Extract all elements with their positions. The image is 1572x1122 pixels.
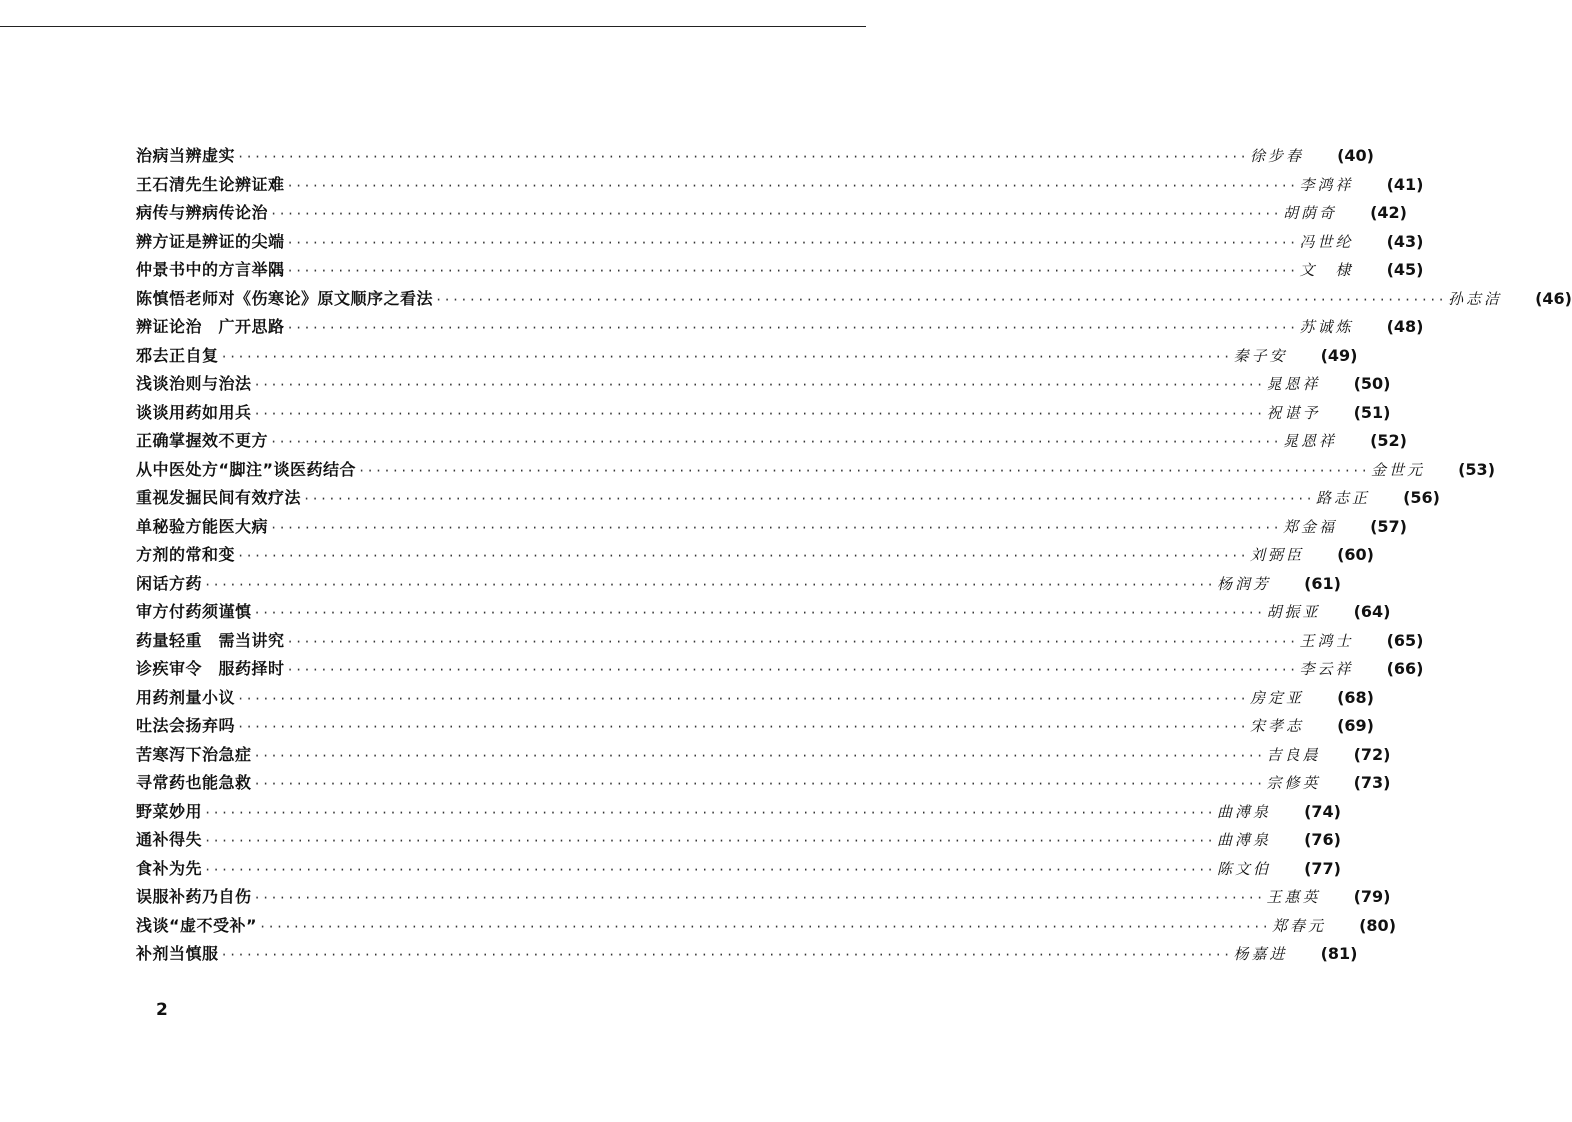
toc-entry[interactable] (136, 541, 1374, 570)
toc-entry[interactable] (136, 484, 1440, 513)
dot-leader: ························································································································ (270, 520, 1281, 535)
toc-entry-title: 病传与辨病传论治 (136, 203, 269, 222)
toc-entry-page: (57) (1370, 516, 1407, 536)
toc-entry-title: 闲话方药 (136, 573, 203, 593)
toc-entry-author: 宗修英 (1266, 774, 1321, 792)
toc-entry-page: (52) (1370, 431, 1407, 450)
toc-entry-title: 治病当辨虚实 (136, 146, 236, 165)
toc-entry-author: 孙志洁 (1447, 289, 1502, 308)
toc-entry-page: (81) (1320, 944, 1358, 963)
dot-leader: ························································································································ (259, 919, 1270, 934)
toc-entry-title: 药量轻重 需当讲究 (136, 630, 285, 650)
toc-entry-title: 方剂的常和变 (136, 545, 236, 564)
toc-entry-title: 陈慎悟老师对《伤寒论》原文顺序之看法 (136, 288, 434, 308)
toc-entry-author: 郑春元 (1272, 916, 1327, 935)
toc-entry-title: 诊疾审令 服药择时 (136, 659, 285, 678)
toc-entry-page: (40) (1337, 146, 1374, 165)
dot-leader: ························································································································ (286, 264, 1298, 278)
toc-entry-author: 胡荫奇 (1282, 204, 1337, 222)
top-rule (0, 26, 866, 27)
dot-leader: ························································································································ (270, 207, 1281, 221)
dot-leader: ························································································································ (237, 720, 1248, 734)
page-number: 2 (156, 1000, 168, 1020)
toc-entry[interactable] (136, 171, 1424, 200)
toc-entry-title: 食补为先 (136, 858, 203, 878)
toc-entry-page: (53) (1458, 459, 1495, 479)
toc-entry-author: 秦子安 (1233, 346, 1288, 365)
toc-entry[interactable] (136, 570, 1341, 599)
toc-entry-page: (69) (1337, 716, 1374, 735)
dot-leader: ························································································································ (303, 492, 1314, 506)
toc-entry-page: (79) (1353, 887, 1391, 906)
toc-entry-title: 单秘验方能医大病 (136, 516, 269, 536)
toc-entry[interactable] (136, 655, 1424, 684)
toc-entry-page: (76) (1304, 830, 1341, 849)
dot-leader: ························································································································ (253, 891, 1265, 905)
toc-entry-author: 金世元 (1371, 460, 1426, 479)
toc-entry-page: (42) (1370, 203, 1407, 222)
toc-entry-author: 曲溥泉 (1216, 802, 1271, 821)
dot-leader: ························································································································ (270, 435, 1281, 449)
toc-entry-author: 王鸿士 (1299, 631, 1354, 650)
toc-entry-title: 正确掌握效不更方 (136, 431, 269, 450)
toc-entry-author: 李鸿祥 (1299, 175, 1354, 194)
dot-leader: ························································································································ (286, 235, 1298, 250)
toc-entry[interactable] (136, 826, 1341, 855)
toc-entry-title: 苦寒泻下治急症 (136, 744, 252, 764)
toc-entry-page: (56) (1403, 488, 1440, 507)
toc-entry-page: (72) (1353, 744, 1391, 764)
toc-entry-author: 郑金福 (1282, 517, 1337, 536)
toc-entry[interactable] (136, 199, 1407, 228)
dot-leader: ························································································································ (204, 577, 1215, 592)
toc-entry-title: 用药剂量小议 (136, 687, 236, 707)
toc-entry[interactable] (136, 399, 1391, 428)
dot-leader: ························································································································ (220, 948, 1232, 962)
dot-leader: ························································································································ (253, 406, 1265, 421)
toc-entry-author: 文 棣 (1299, 261, 1354, 279)
toc-entry-page: (41) (1386, 174, 1424, 194)
toc-entry[interactable] (136, 912, 1396, 941)
toc-entry-author: 王惠英 (1266, 888, 1321, 906)
toc-entry[interactable] (136, 769, 1391, 798)
toc-entry-author: 苏诚炼 (1299, 318, 1354, 336)
dot-leader: ························································································································ (286, 321, 1298, 335)
dot-leader: ························································································································ (358, 463, 1369, 478)
toc-entry-author: 宋孝志 (1249, 717, 1304, 735)
dot-leader: ························································································································ (220, 349, 1232, 364)
toc-entry-author: 吉良晨 (1266, 745, 1321, 764)
toc-entry-page: (65) (1386, 630, 1424, 650)
toc-entry-page: (48) (1386, 317, 1424, 336)
toc-entry-title: 通补得失 (136, 830, 203, 849)
toc-entry-author: 刘弼臣 (1249, 546, 1304, 564)
dot-leader: ························································································································ (253, 606, 1265, 620)
dot-leader: ························································································································ (237, 150, 1248, 164)
toc-entry-title: 误服补药乃自伤 (136, 887, 252, 906)
toc-entry[interactable] (136, 256, 1424, 285)
dot-leader: ························································································································ (204, 834, 1215, 848)
toc-entry-page: (66) (1386, 659, 1424, 678)
toc-entry[interactable] (136, 370, 1391, 399)
toc-entry[interactable] (136, 712, 1374, 741)
dot-leader: ························································································································ (286, 178, 1298, 193)
toc-entry-page: (49) (1320, 345, 1358, 365)
toc-entry-title: 野菜妙用 (136, 801, 203, 821)
toc-entry-title: 王石清先生论辨证难 (136, 174, 285, 194)
toc-entry-page: (74) (1304, 801, 1341, 821)
toc-entry-title: 重视发掘民间有效疗法 (136, 488, 302, 507)
dot-leader: ························································································································ (253, 777, 1265, 791)
toc-entry-author: 杨嘉进 (1233, 945, 1288, 963)
toc-entry-page: (46) (1535, 288, 1572, 308)
dot-leader: ························································································································ (286, 634, 1298, 649)
toc-entry-page: (43) (1386, 231, 1424, 251)
toc-entry[interactable] (136, 684, 1374, 713)
toc-entry[interactable] (136, 741, 1391, 770)
dot-leader: ························································································································ (253, 378, 1265, 392)
toc-entry-page: (73) (1353, 773, 1391, 792)
toc-entry-title: 浅谈“虚不受补” (136, 915, 258, 935)
toc-entry-title: 浅谈治则与治法 (136, 374, 252, 393)
toc-entry-title: 邪去正自复 (136, 345, 219, 365)
toc-entry-page: (51) (1353, 402, 1391, 422)
toc-entry-title: 辨方证是辨证的尖端 (136, 231, 285, 251)
toc-entry[interactable] (136, 513, 1407, 542)
toc-entry[interactable] (136, 883, 1391, 912)
toc-entry-title: 寻常药也能急救 (136, 773, 252, 792)
toc-entry-page: (68) (1337, 687, 1374, 707)
toc-entry[interactable] (136, 855, 1341, 884)
toc-entry-page: (80) (1359, 915, 1396, 935)
toc-entry-author: 路志正 (1315, 489, 1370, 507)
table-of-contents (136, 142, 1572, 969)
toc-entry[interactable] (136, 798, 1341, 827)
dot-leader: ························································································································ (286, 663, 1298, 677)
toc-entry-author: 晁恩祥 (1282, 432, 1337, 450)
toc-entry-page: (64) (1353, 602, 1391, 621)
toc-entry-author: 冯世纶 (1299, 232, 1354, 251)
toc-entry-page: (77) (1304, 858, 1341, 878)
toc-entry-page: (60) (1337, 545, 1374, 564)
dot-leader: ························································································································ (237, 691, 1248, 706)
toc-entry-author: 晁恩祥 (1266, 375, 1321, 393)
toc-entry-title: 审方付药须谨慎 (136, 602, 252, 621)
toc-entry-title: 从中医处方“脚注”谈医药结合 (136, 459, 357, 479)
toc-entry[interactable] (136, 313, 1424, 342)
toc-entry[interactable] (136, 456, 1495, 485)
toc-entry-title: 仲景书中的方言举隅 (136, 260, 285, 279)
toc-entry[interactable] (136, 285, 1572, 314)
toc-entry-author: 李云祥 (1299, 660, 1354, 678)
toc-entry-page: (45) (1386, 260, 1424, 279)
toc-entry-author: 徐步春 (1249, 147, 1304, 165)
toc-entry-author: 曲溥泉 (1216, 831, 1271, 849)
toc-entry[interactable] (136, 598, 1391, 627)
toc-entry-author: 陈文伯 (1216, 859, 1271, 878)
toc-entry[interactable] (136, 142, 1374, 171)
toc-entry[interactable] (136, 627, 1424, 656)
dot-leader: ························································································································ (204, 862, 1215, 877)
toc-entry-title: 补剂当慎服 (136, 944, 219, 963)
toc-entry-title: 辨证论治 广开思路 (136, 317, 285, 336)
toc-entry-title: 谈谈用药如用兵 (136, 402, 252, 422)
toc-entry[interactable] (136, 342, 1358, 371)
toc-entry[interactable] (136, 427, 1407, 456)
dot-leader: ························································································································ (237, 549, 1248, 563)
toc-entry-title: 吐法会扬弃吗 (136, 716, 236, 735)
toc-entry-author: 祝谌予 (1266, 403, 1321, 422)
toc-entry[interactable] (136, 940, 1358, 969)
toc-entry-page: (50) (1353, 374, 1391, 393)
dot-leader: ························································································································ (204, 805, 1215, 820)
dot-leader: ························································································································ (253, 748, 1265, 763)
toc-entry-author: 杨润芳 (1216, 574, 1271, 593)
toc-entry-author: 胡振亚 (1266, 603, 1321, 621)
toc-entry-page: (61) (1304, 573, 1341, 593)
dot-leader: ························································································································ (435, 292, 1446, 307)
toc-entry[interactable] (136, 228, 1424, 257)
toc-entry-author: 房定亚 (1249, 688, 1304, 707)
